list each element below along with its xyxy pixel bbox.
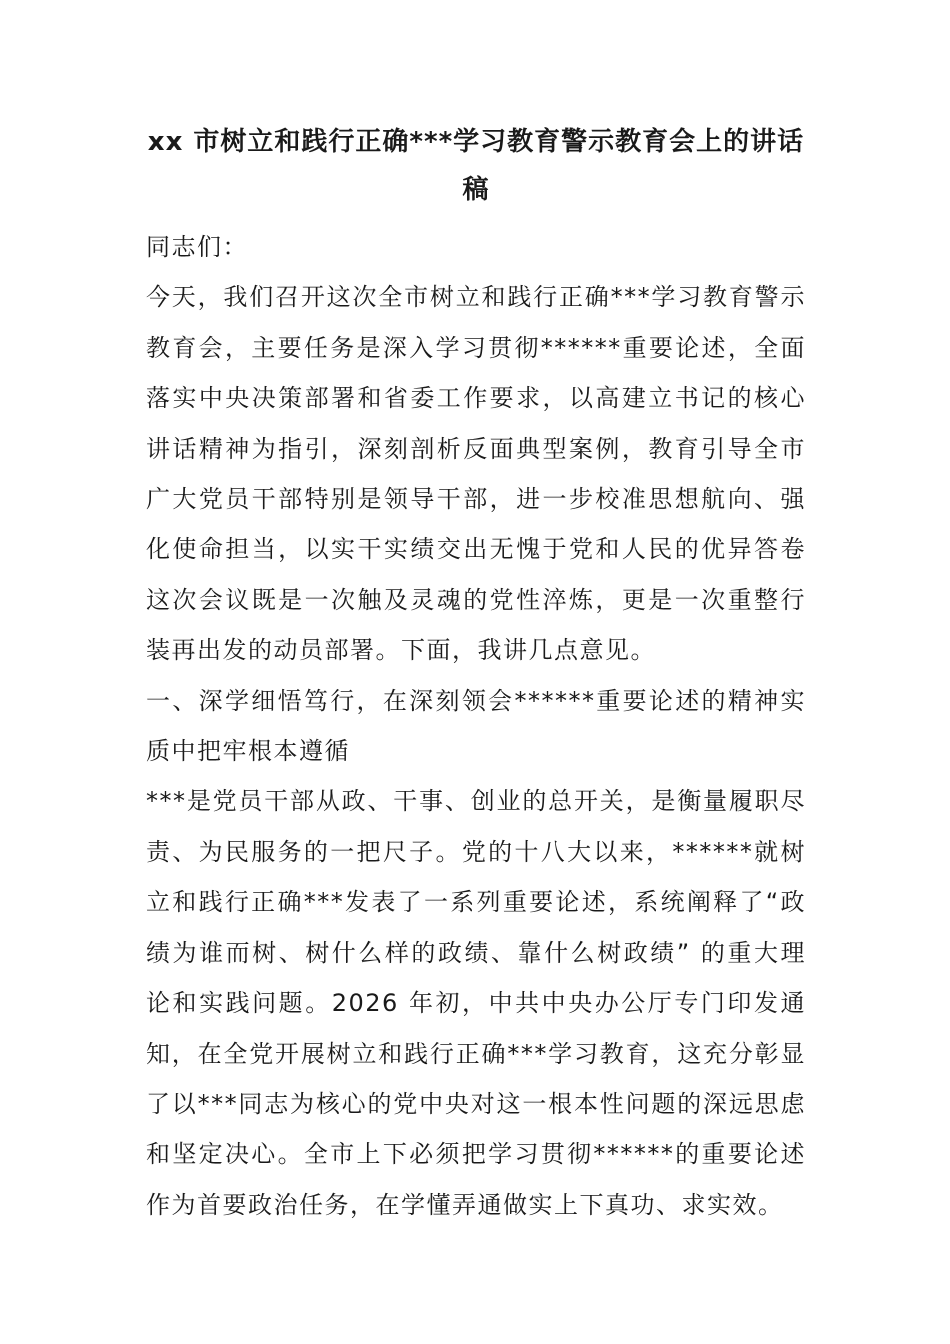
paragraph-section-1: ***是党员干部从政、干事、创业的总开关，是衡量履职尽责、为民服务的一把尺子。党的十八大以来，******就树立和践行正确***发表了一系列重要论述，系统阐释了“政绩为谁而树、树什么样的政绩、靠什么树政绩” 的重大理论和实践问题。2026 年初，中共中央办公厅专门印发通知，在全党开展树立和践行正确***学习教育，这充分彰显了以***同志为核心的党中央对这一根本性问题的深远思虑和坚定决心。全市上下必须把学习贯彻******的重要论述作为首要政治任务，在学懂弄通做实上下真功、求实效。 — [146, 787, 806, 1219]
document-page — [146, 118, 806, 1230]
paragraph-intro: 今天，我们召开这次全市树立和践行正确***学习教育警示教育会，主要任务是深入学习贯彻******重要论述，全面落实中央决策部署和省委工作要求，以高建立书记的核心讲话精神为指引，深刻剖析反面典型案例，教育引导全市广大党员干部特别是领导干部，进一步校准思想航向、强化使命担当，以实干实绩交出无愧于党和人民的优异答卷这次会议既是一次触及灵魂的党性淬炼，更是一次重整行装再出发的动员部署。下面，我讲几点意见。 — [146, 283, 806, 665]
document-title: xx 市树立和践行正确***学习教育警示教育会上的讲话稿 — [147, 127, 805, 205]
section-heading-1: 一、深学细悟笃行，在深刻领会******重要论述的精神实质中把牢根本遵循 — [146, 686, 806, 766]
salutation: 同志们： — [146, 233, 248, 261]
